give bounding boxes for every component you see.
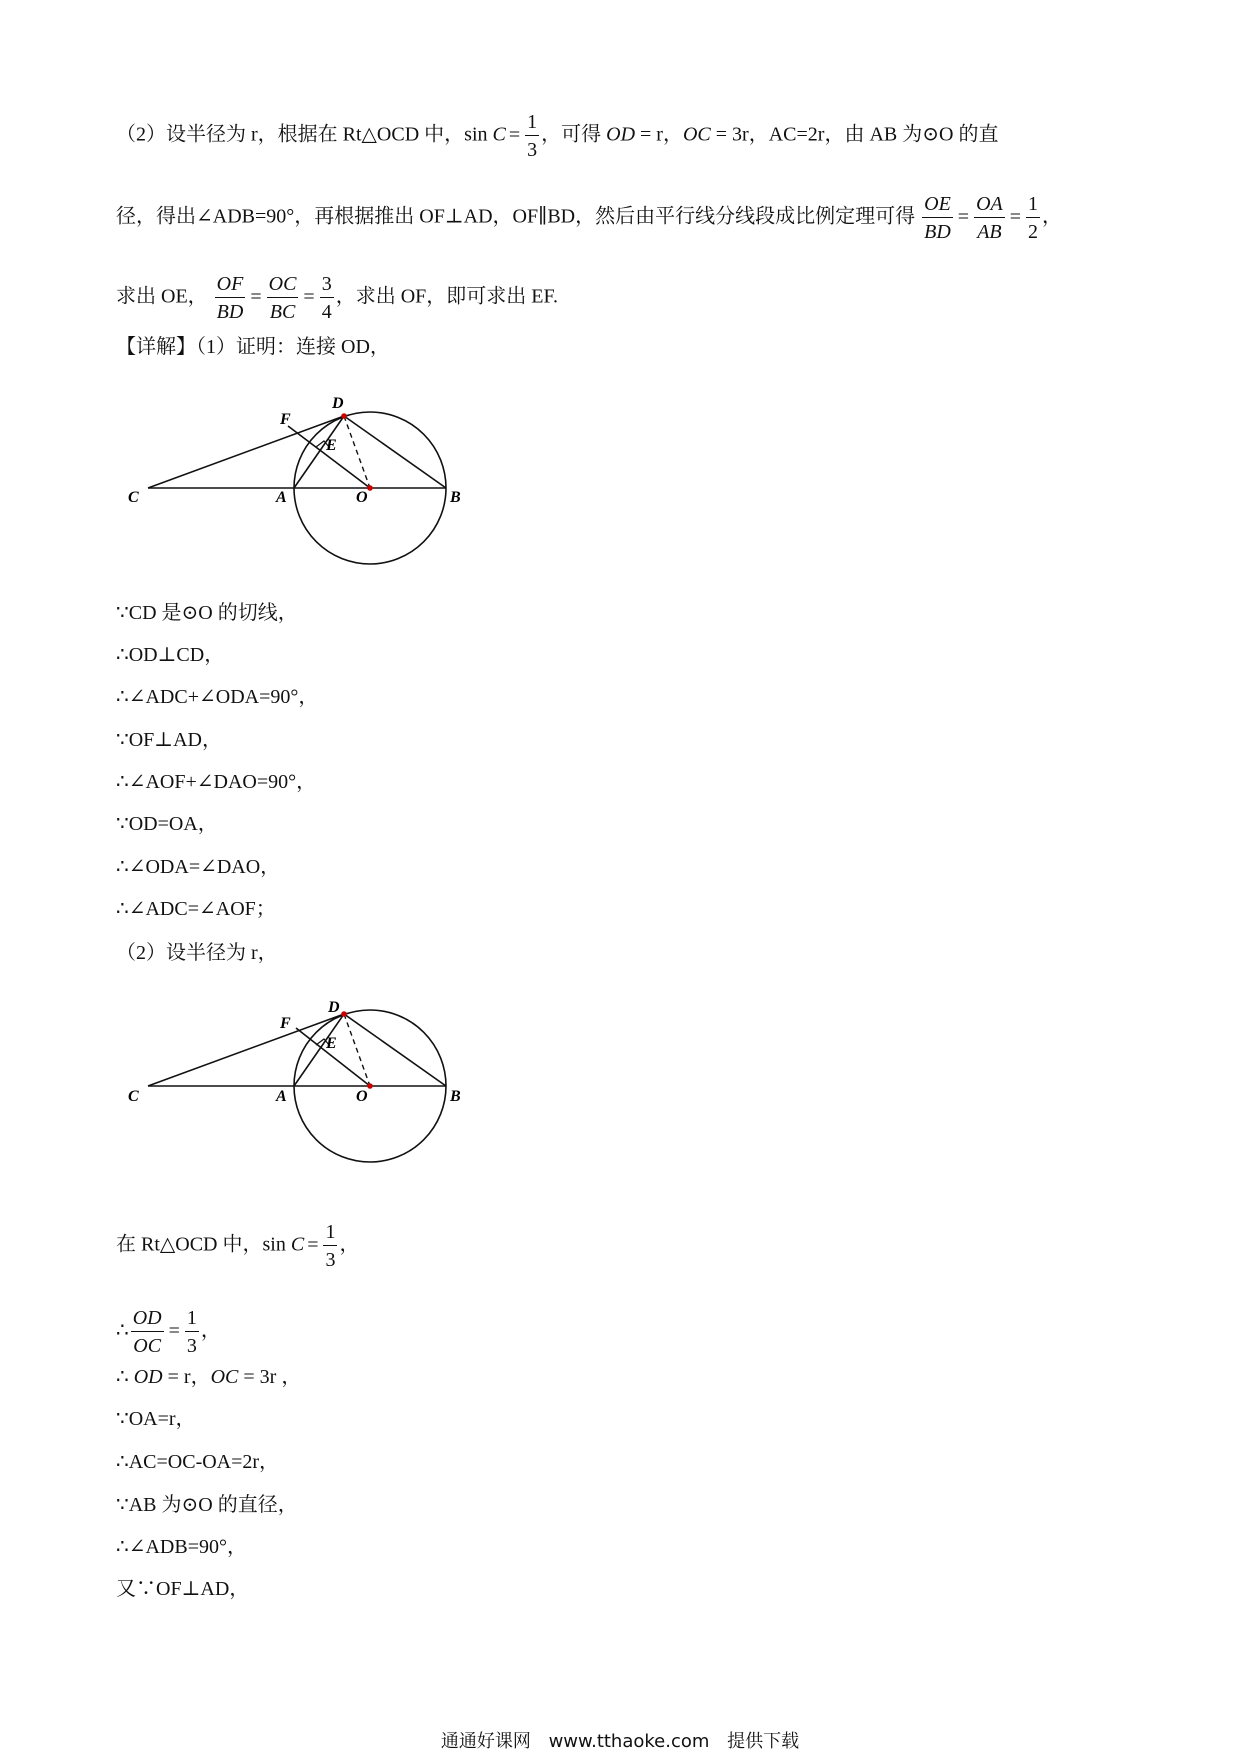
part2-line: ∵AB 为⊙O 的直径， <box>116 1494 298 1516</box>
label-o: O <box>356 489 368 506</box>
label-a: A <box>276 489 287 506</box>
frac-num: OD <box>131 1308 164 1332</box>
center-point <box>367 485 373 491</box>
intro-text: = 3r <box>710 123 749 146</box>
tangent-point <box>341 413 347 419</box>
equals: = <box>307 1233 319 1256</box>
intro-line-1 <box>116 112 998 160</box>
therefore-symbol: ∴ <box>116 1366 134 1388</box>
frac-num: OE <box>922 194 953 218</box>
frac-den: 2 <box>1028 221 1039 243</box>
part2-text: = r， <box>162 1366 211 1388</box>
proof1-line: ∴OD⊥CD， <box>116 644 225 666</box>
footer-note: 提供下载 <box>727 1731 800 1752</box>
footer-site-name: 通通好课网 <box>440 1731 531 1752</box>
frac-num: OC <box>267 274 299 298</box>
tangent-cd <box>148 1014 344 1086</box>
frac-den: 4 <box>321 301 332 323</box>
label-f: F <box>280 411 291 428</box>
part2-line-2 <box>116 1308 221 1356</box>
fraction-one-third <box>323 1222 337 1270</box>
part2-line: ∴AC=OC-OA=2r， <box>116 1451 280 1473</box>
equals: = <box>168 1319 180 1342</box>
intro-text: ，求出 OF，即可求出 EF. <box>335 285 559 308</box>
intro-text: （2）设半径为 r，根据在 Rt△OCD 中， <box>116 123 465 146</box>
equals: = <box>303 285 315 308</box>
frac-den: AB <box>977 221 1002 243</box>
chord-db <box>344 416 446 488</box>
sin-label: sin <box>262 1233 291 1256</box>
part2-line: 又∵OF⊥AD， <box>116 1578 250 1600</box>
detail-heading: 【详解】（1）证明：连接 OD， <box>116 336 390 358</box>
part2-line: ∴∠ADB=90°， <box>116 1536 247 1558</box>
label-a: A <box>276 1088 287 1105</box>
equals: = <box>508 123 521 146</box>
frac-den: 3 <box>527 139 538 161</box>
proof1-line: ∴∠AOF+∠DAO=90°， <box>116 771 317 793</box>
proof1-line: ∴∠ADC+∠ODA=90°， <box>116 686 319 708</box>
label-f: F <box>280 1015 291 1032</box>
intro-text: ，AC=2r，由 AB 为⊙O 的直 <box>748 123 999 146</box>
fraction-one-third <box>185 1308 199 1356</box>
intro-line-2 <box>116 194 1062 242</box>
intro-line-3 <box>116 274 558 322</box>
frac-num: OF <box>215 274 246 298</box>
label-d: D <box>332 395 344 412</box>
chord-db <box>344 1014 446 1086</box>
label-c: C <box>128 489 139 506</box>
var-od: OD <box>133 1366 163 1388</box>
footer-url[interactable]: www.tthaoke.com <box>548 1731 710 1752</box>
fraction-od-oc <box>131 1308 164 1356</box>
intro-text: ，可得 <box>541 123 607 146</box>
part2-text: ， <box>200 1319 221 1342</box>
var-oc: OC <box>682 123 711 146</box>
frac-num: 1 <box>525 112 539 136</box>
frac-den: BD <box>924 221 951 243</box>
frac-num: 1 <box>323 1222 337 1246</box>
equals: = <box>1009 205 1022 228</box>
label-o: O <box>356 1088 368 1105</box>
geometry-figure-1 <box>120 390 480 570</box>
part2-line: ∵OA=r， <box>116 1408 196 1430</box>
label-e: E <box>326 1035 337 1052</box>
proof1-line: ∵OF⊥AD， <box>116 729 222 751</box>
frac-den: OC <box>133 1335 162 1357</box>
proof1-line: ∵CD 是⊙O 的切线， <box>116 602 298 624</box>
part2-text: 在 Rt△OCD 中， <box>116 1233 263 1256</box>
proof1-line: ∴∠ADC=∠AOF； <box>116 898 276 920</box>
fraction-one-half <box>1026 194 1040 242</box>
label-b: B <box>450 1088 461 1105</box>
fraction-three-quarters <box>320 274 334 322</box>
fraction-of-bd <box>215 274 246 322</box>
intro-text: ， <box>1042 205 1063 228</box>
equals: = <box>957 205 970 228</box>
label-e: E <box>326 437 337 454</box>
intro-text: 求出 OE， <box>116 285 208 308</box>
intro-text: 径，得出∠ADB=90°，再根据推出 OF⊥AD，OF∥BD，然后由平行线分线段成比例定理可得 <box>116 205 916 228</box>
frac-den: 3 <box>325 1249 336 1271</box>
frac-den: 3 <box>186 1335 197 1357</box>
part2-heading: （2）设半径为 r， <box>116 942 278 964</box>
fraction-one-third <box>525 112 539 160</box>
fraction-oc-bc <box>267 274 299 322</box>
tangent-cd <box>148 416 344 488</box>
label-c: C <box>128 1088 139 1105</box>
frac-den: BC <box>269 301 296 323</box>
part2-line-3 <box>116 1364 301 1390</box>
frac-num: OA <box>974 194 1005 218</box>
sin-label: sin <box>464 123 493 146</box>
center-point <box>367 1083 373 1089</box>
frac-num: 1 <box>185 1308 199 1332</box>
fraction-oe-bd <box>922 194 953 242</box>
var-oc: OC <box>210 1366 239 1388</box>
therefore-symbol: ∴ <box>116 1319 129 1342</box>
frac-num: 3 <box>320 274 334 298</box>
frac-num: 1 <box>1026 194 1040 218</box>
page-footer <box>0 1727 1240 1753</box>
part2-text: = 3r ， <box>238 1366 302 1388</box>
part2-text: ， <box>339 1233 360 1256</box>
var-c: C <box>290 1233 305 1256</box>
var-c: C <box>492 123 506 146</box>
tangent-point <box>341 1011 347 1017</box>
geometry-figure-2 <box>120 998 480 1178</box>
fraction-oa-ab <box>974 194 1005 242</box>
label-b: B <box>450 489 461 506</box>
label-d: D <box>328 999 340 1016</box>
var-od: OD <box>606 123 636 146</box>
proof1-line: ∵OD=OA， <box>116 813 218 835</box>
part2-line-1 <box>116 1222 359 1270</box>
proof1-line: ∴∠ODA=∠DAO， <box>116 856 281 878</box>
frac-den: BD <box>216 301 244 323</box>
equals: = <box>250 285 262 308</box>
intro-text: = r， <box>635 123 683 146</box>
